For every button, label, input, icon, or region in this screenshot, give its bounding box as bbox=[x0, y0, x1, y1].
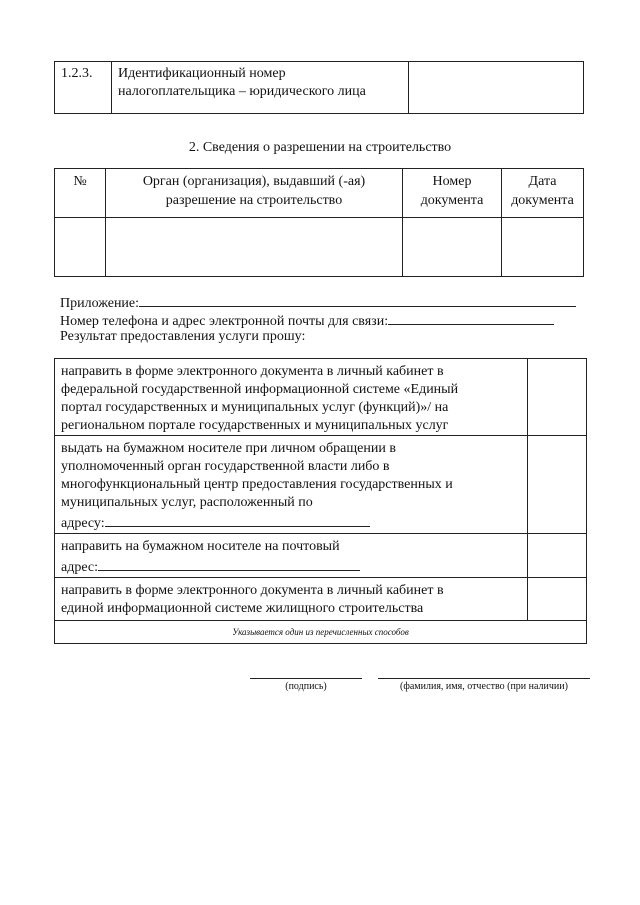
contact-label: Номер телефона и адрес электронной почты для связи: bbox=[60, 314, 389, 329]
cell-docdate[interactable] bbox=[502, 218, 584, 277]
option-text-line: муниципальных услуг, расположенный по bbox=[61, 495, 313, 510]
section2-title: 2. Сведения о разрешении на строительство bbox=[188, 140, 452, 155]
option-row bbox=[55, 359, 587, 436]
delivery-options-table bbox=[54, 358, 587, 644]
option-text-line: уполномоченный орган государственной власти либо в bbox=[61, 459, 390, 474]
option-text-line: выдать на бумажном носителе при личном обращении в bbox=[61, 441, 396, 456]
permit-table bbox=[54, 168, 584, 277]
option-row bbox=[55, 578, 587, 621]
header-docnum-line1: Номер bbox=[432, 174, 472, 189]
option-paper-in-person bbox=[55, 436, 528, 534]
option-housing-system bbox=[55, 578, 528, 621]
option-text-line: единой информационной системе жилищного строительства bbox=[61, 601, 424, 616]
address-label: адресу: bbox=[61, 516, 105, 531]
attachment-label: Приложение: bbox=[60, 296, 140, 311]
option-personal-account bbox=[55, 359, 528, 436]
option-text-line: портал государственных и муниципальных услуг (функций)»/ на bbox=[61, 400, 449, 415]
item-label-line2: налогоплательщика – юридического лица bbox=[118, 84, 366, 99]
address-blank[interactable] bbox=[105, 512, 370, 527]
option-text-line: многофункциональный центр предоставления государственных и bbox=[61, 477, 453, 492]
address-label: адрес: bbox=[61, 560, 99, 575]
cell-num[interactable] bbox=[55, 218, 106, 277]
signature-caption: (подпись) bbox=[285, 681, 327, 692]
option-checkbox[interactable] bbox=[528, 359, 587, 436]
header-organ-line2: разрешение на строительство bbox=[165, 193, 343, 208]
header-num: № bbox=[55, 169, 106, 218]
address-blank[interactable] bbox=[98, 556, 360, 571]
header-organ-line1: Орган (организация), выдавший (-ая) bbox=[142, 174, 366, 189]
fullname-line[interactable] bbox=[378, 678, 590, 679]
item-label bbox=[112, 62, 409, 114]
contact-blank[interactable] bbox=[388, 310, 554, 325]
signature-line[interactable] bbox=[250, 678, 362, 679]
option-text-line: региональном портале государственных и муниципальных услуг bbox=[61, 418, 449, 433]
table-row bbox=[55, 218, 584, 277]
item-label-line1: Идентификационный номер bbox=[118, 66, 286, 81]
options-note: Указывается один из перечисленных способов bbox=[55, 621, 587, 644]
cell-docnum[interactable] bbox=[403, 218, 502, 277]
address-line bbox=[61, 512, 521, 533]
address-line bbox=[61, 556, 521, 577]
option-text-line: федеральной государственной информационной системе «Единый bbox=[61, 382, 459, 397]
header-organ bbox=[106, 169, 403, 218]
result-label: Результат предоставления услуги прошу: bbox=[60, 329, 306, 344]
item-number: 1.2.3. bbox=[55, 62, 112, 114]
attachment-blank[interactable] bbox=[139, 292, 576, 307]
header-docdate bbox=[502, 169, 584, 218]
inn-table bbox=[54, 61, 584, 114]
option-paper-by-mail bbox=[55, 534, 528, 578]
fullname-caption: (фамилия, имя, отчество (при наличии) bbox=[400, 681, 568, 692]
option-text-line: направить на бумажном носителе на почтовый bbox=[61, 539, 340, 554]
inn-value-cell[interactable] bbox=[409, 62, 584, 114]
option-row bbox=[55, 534, 587, 578]
header-docdate-line1: Дата bbox=[528, 174, 557, 189]
option-text-line: направить в форме электронного документа в личный кабинет в bbox=[61, 364, 444, 379]
option-checkbox[interactable] bbox=[528, 578, 587, 621]
option-row bbox=[55, 436, 587, 534]
cell-organ[interactable] bbox=[106, 218, 403, 277]
option-checkbox[interactable] bbox=[528, 436, 587, 534]
option-checkbox[interactable] bbox=[528, 534, 587, 578]
header-docnum bbox=[403, 169, 502, 218]
option-text-line: направить в форме электронного документа в личный кабинет в bbox=[61, 583, 444, 598]
header-docnum-line2: документа bbox=[420, 193, 484, 208]
header-docdate-line2: документа bbox=[511, 193, 574, 208]
